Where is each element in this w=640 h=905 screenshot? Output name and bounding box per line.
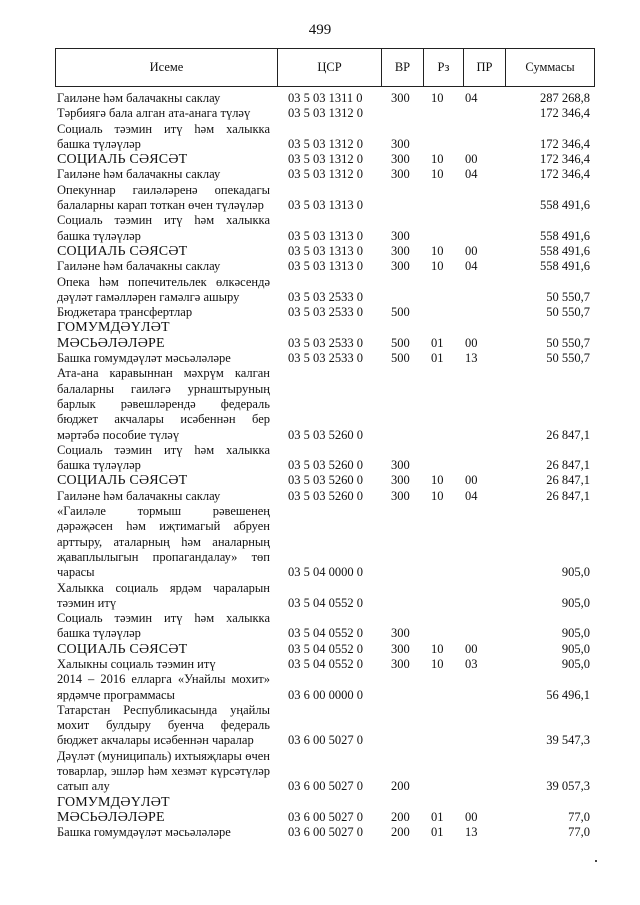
table-row [55, 489, 595, 504]
row-csr: 03 5 03 1313 0 [288, 228, 363, 243]
table-row [55, 152, 595, 167]
row-sum: 905,0 [561, 565, 590, 580]
row-sum: 50 550,7 [546, 351, 590, 366]
row-rz: 10 [431, 641, 444, 656]
row-name: Опека һәм попечительлек өлкәсендә дәүләт гамәлләрен гамәлгә ашыру [57, 274, 270, 304]
row-csr: 03 5 04 0000 0 [288, 565, 363, 580]
row-csr: 03 5 03 5260 0 [288, 458, 363, 473]
row-csr: 03 5 03 1312 0 [288, 167, 363, 182]
row-vr: 500 [391, 351, 410, 366]
row-csr: 03 5 03 2533 0 [288, 351, 363, 366]
row-pr: 03 [465, 656, 478, 671]
row-csr: 03 5 03 1312 0 [288, 136, 363, 151]
row-pr: 04 [465, 488, 478, 503]
row-vr: 200 [391, 779, 410, 794]
row-csr: 03 5 03 2533 0 [288, 305, 363, 320]
row-csr: 03 5 03 1312 0 [288, 152, 363, 167]
row-name: Гаиләне һәм балачакны саклау [57, 167, 221, 182]
row-vr: 300 [391, 473, 410, 488]
row-pr: 00 [465, 152, 478, 167]
row-rz: 10 [431, 243, 444, 258]
row-vr: 300 [391, 641, 410, 656]
row-vr: 500 [391, 335, 410, 350]
row-pr: 00 [465, 335, 478, 350]
table-row [55, 611, 595, 642]
row-csr: 03 5 04 0552 0 [288, 641, 363, 656]
table-row [55, 275, 595, 306]
row-rz: 10 [431, 656, 444, 671]
row-name: СОЦИАЛЬ СӘЯСӘТ [57, 473, 188, 489]
table-row [55, 213, 595, 244]
row-rz: 10 [431, 473, 444, 488]
row-pr: 13 [465, 825, 478, 840]
row-pr: 00 [465, 243, 478, 258]
row-name: Башка гомумдәүләт мәсьәләләре [57, 351, 231, 366]
row-vr: 300 [391, 152, 410, 167]
row-csr: 03 6 00 0000 0 [288, 687, 363, 702]
row-name: Башка гомумдәүләт мәсьәләләре [57, 825, 231, 840]
table-body [55, 91, 595, 841]
row-name: Гаиләне һәм балачакны саклау [57, 91, 221, 105]
row-rz: 01 [431, 335, 444, 350]
table-row [55, 91, 595, 106]
row-sum: 77,0 [568, 825, 590, 840]
row-sum: 39 547,3 [546, 733, 590, 748]
table-row [55, 703, 595, 749]
table-row [55, 244, 595, 259]
row-vr: 300 [391, 136, 410, 151]
row-name: Гаиләне һәм балачакны саклау [57, 488, 221, 503]
row-csr: 03 5 03 1313 0 [288, 259, 363, 274]
row-pr: 00 [465, 473, 478, 488]
table-row [55, 122, 595, 153]
row-name: ГОМУМДӘҮЛӘТ МӘСЬӘЛӘЛӘРЕ [57, 794, 170, 825]
row-name: Тәрбиягә бала алган ата-анага түләү [57, 106, 251, 121]
table-row [55, 749, 595, 795]
row-rz: 10 [431, 91, 444, 105]
row-vr: 500 [391, 305, 410, 320]
row-vr: 300 [391, 167, 410, 182]
row-csr: 03 5 04 0552 0 [288, 595, 363, 610]
row-csr: 03 5 03 5260 0 [288, 473, 363, 488]
row-name: Социаль тәэмин итү һәм халыкка башка түләүләр [57, 611, 270, 641]
row-sum: 172 346,4 [540, 152, 590, 167]
table-row [55, 581, 595, 612]
row-sum: 558 491,6 [540, 228, 590, 243]
table-row [55, 320, 595, 351]
row-name: Социаль тәэмин итү һәм халыкка башка түләүләр [57, 121, 270, 151]
header-pr: ПР [464, 49, 506, 86]
header-vr: ВР [382, 49, 424, 86]
row-csr: 03 6 00 5027 0 [288, 825, 363, 840]
row-vr: 300 [391, 626, 410, 641]
row-sum: 905,0 [561, 595, 590, 610]
row-sum: 558 491,6 [540, 198, 590, 213]
header-sum: Суммасы [525, 60, 575, 74]
row-rz: 10 [431, 167, 444, 182]
row-vr: 200 [391, 809, 410, 824]
row-sum: 172 346,4 [540, 167, 590, 182]
row-vr: 300 [391, 488, 410, 503]
table-row [55, 305, 595, 320]
row-name: Бюджетара трансфертлар [57, 305, 193, 320]
header-name: Исеме [56, 49, 278, 86]
table-row [55, 351, 595, 366]
row-pr: 00 [465, 641, 478, 656]
table-row [55, 657, 595, 672]
row-name: ГОМУМДӘҮЛӘТ МӘСЬӘЛӘЛӘРЕ [57, 320, 170, 351]
row-vr: 300 [391, 458, 410, 473]
row-pr: 04 [465, 167, 478, 182]
row-name: Опекуннар гаиләләренә опекадагы балаларны карап тоткан өчен түләүләр [57, 182, 270, 213]
header-rz: Рз [424, 49, 464, 86]
row-name: Социаль тәэмин итү һәм халыкка башка түләүләр [57, 442, 270, 473]
row-name: Татарстан Республикасында уңайлы мохит булдыру буенча федераль бюджет акчалары исәбеннән чаралар [57, 702, 270, 748]
table-row [55, 259, 595, 274]
header-csr: ЦСР [278, 49, 382, 86]
row-sum: 172 346,4 [540, 136, 590, 151]
row-rz: 01 [431, 825, 444, 840]
table-row [55, 443, 595, 474]
row-name: Гаиләне һәм балачакны саклау [57, 259, 221, 274]
page-number: 499 [308, 22, 332, 38]
row-csr: 03 6 00 5027 0 [288, 733, 363, 748]
row-rz: 10 [431, 488, 444, 503]
row-sum: 558 491,6 [540, 259, 590, 274]
row-sum: 77,0 [568, 809, 590, 824]
scan-dot [595, 860, 597, 862]
row-sum: 39 057,3 [546, 779, 590, 794]
row-csr: 03 5 03 1312 0 [288, 106, 363, 121]
row-sum: 26 847,1 [546, 488, 590, 503]
row-sum: 50 550,7 [546, 289, 590, 304]
row-csr: 03 5 03 1313 0 [288, 243, 363, 258]
table-row [55, 795, 595, 826]
row-csr: 03 5 03 5260 0 [288, 488, 363, 503]
table-row [55, 473, 595, 488]
table-row [55, 825, 595, 840]
row-csr: 03 5 03 1313 0 [288, 198, 363, 213]
row-sum: 26 847,1 [546, 427, 590, 442]
row-vr: 200 [391, 825, 410, 840]
row-name: СОЦИАЛЬ СӘЯСӘТ [57, 243, 188, 259]
row-sum: 50 550,7 [546, 335, 590, 350]
row-name: СОЦИАЛЬ СӘЯСӘТ [57, 152, 188, 168]
row-rz: 10 [431, 152, 444, 167]
row-name: Дәүләт (муниципаль) ихтыяҗлары өчен товарлар, эшләр һәм хезмәт күрсәтүләр сатып алу [57, 748, 270, 794]
row-vr: 300 [391, 243, 410, 258]
row-csr: 03 5 03 1311 0 [288, 91, 363, 105]
row-pr: 00 [465, 809, 478, 824]
row-name: «Гаиләле тормыш рәвешенең дәрәҗәсен һәм иҗтимагый абруен арттыру, аталарның һәм аналарның җаваплылыгын пропагандалау» төп чарасы [57, 504, 270, 580]
table-row [55, 504, 595, 580]
row-sum: 50 550,7 [546, 305, 590, 320]
row-vr: 300 [391, 228, 410, 243]
row-csr: 03 5 03 2533 0 [288, 335, 363, 350]
row-pr: 04 [465, 259, 478, 274]
row-sum: 172 346,4 [540, 106, 590, 121]
row-vr: 300 [391, 656, 410, 671]
row-name: СОЦИАЛЬ СӘЯСӘТ [57, 641, 188, 657]
table-row [55, 366, 595, 442]
row-sum: 905,0 [561, 641, 590, 656]
row-sum: 26 847,1 [546, 458, 590, 473]
row-name: 2014 – 2016 елларга «Унайлы мохит» ярдәмче программасы [57, 672, 270, 702]
row-rz: 10 [431, 259, 444, 274]
row-csr: 03 5 03 5260 0 [288, 427, 363, 442]
row-csr: 03 5 04 0552 0 [288, 656, 363, 671]
row-vr: 300 [391, 91, 410, 105]
row-name: Халыкны социаль тәэмин итү [57, 656, 216, 671]
row-csr: 03 5 04 0552 0 [288, 626, 363, 641]
row-rz: 01 [431, 351, 444, 366]
row-sum: 26 847,1 [546, 473, 590, 488]
row-sum: 56 496,1 [546, 687, 590, 702]
row-vr: 300 [391, 259, 410, 274]
row-pr: 04 [465, 91, 478, 105]
row-sum: 558 491,6 [540, 243, 590, 258]
row-sum: 905,0 [561, 626, 590, 641]
table-header [55, 48, 595, 87]
table-row [55, 672, 595, 703]
row-rz: 01 [431, 809, 444, 824]
row-sum: 905,0 [561, 656, 590, 671]
row-sum: 287 268,8 [540, 91, 590, 105]
table-row [55, 167, 595, 182]
row-name: Социаль тәэмин итү һәм халыкка башка түләүләр [57, 213, 270, 243]
row-pr: 13 [465, 351, 478, 366]
row-name: Ата-ана каравыннан мәхрүм калган балаларны гаиләгә урнаштыруның барлык рәвешләрендә федераль бюджет акчалары исәбеннән бер мәртәбә пособие түләү [57, 366, 270, 442]
table-row [55, 183, 595, 214]
row-csr: 03 6 00 5027 0 [288, 779, 363, 794]
row-name: Халыкка социаль ярдәм чараларын тәэмин итү [57, 580, 270, 610]
table-row [55, 642, 595, 657]
row-csr: 03 6 00 5027 0 [288, 809, 363, 824]
table-row [55, 106, 595, 121]
row-csr: 03 5 03 2533 0 [288, 289, 363, 304]
